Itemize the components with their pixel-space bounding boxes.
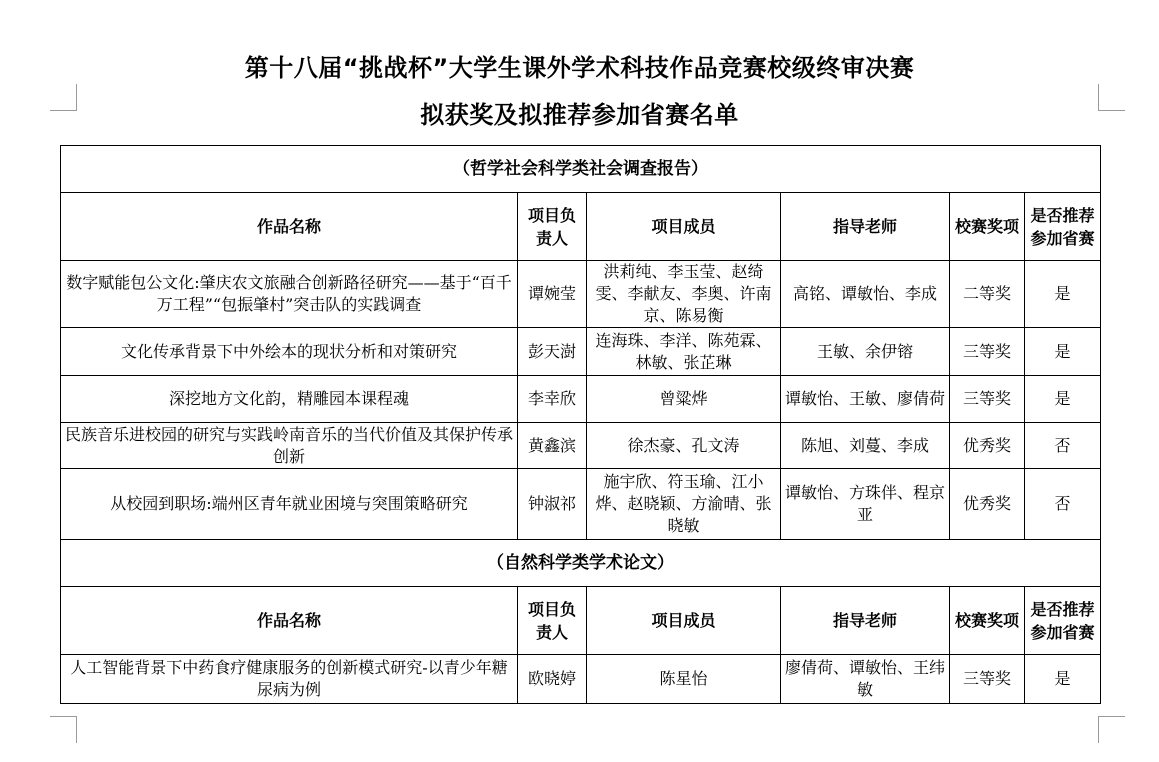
document-subtitle: 拟获奖及拟推荐参加省赛名单 — [420, 101, 739, 129]
column-header-row — [61, 587, 1101, 655]
col-header-advisors: 指导老师 — [781, 193, 950, 261]
work-name: 深挖地方文化韵，精雕园本课程魂 — [61, 376, 518, 423]
advisors: 谭敏怡、王敏、廖倩荷 — [781, 376, 950, 423]
col-header-recommend: 是否推荐参加省赛 — [1025, 587, 1101, 655]
table-row — [61, 328, 1101, 376]
col-header-leader: 项目负责人 — [518, 193, 587, 261]
col-header-award: 校赛奖项 — [950, 193, 1025, 261]
table-row — [61, 655, 1101, 704]
advisors: 陈旭、刘蔓、李成 — [781, 423, 950, 469]
award: 优秀奖 — [950, 469, 1025, 540]
recommend: 是 — [1025, 261, 1101, 328]
table-row — [61, 376, 1101, 423]
work-name: 文化传承背景下中外绘本的现状分析和对策研究 — [61, 328, 518, 376]
recommend: 是 — [1025, 655, 1101, 704]
work-name: 人工智能背景下中药食疗健康服务的创新模式研究-以青少年糖尿病为例 — [61, 655, 518, 704]
col-header-award: 校赛奖项 — [950, 587, 1025, 655]
project-leader: 彭天澍 — [518, 328, 587, 376]
project-leader: 谭婉莹 — [518, 261, 587, 328]
section-title-row — [61, 146, 1101, 193]
recommend: 是 — [1025, 376, 1101, 423]
project-leader: 李幸欣 — [518, 376, 587, 423]
project-leader: 黄鑫滨 — [518, 423, 587, 469]
award: 三等奖 — [950, 655, 1025, 704]
column-header-row — [61, 193, 1101, 261]
table-row — [61, 261, 1101, 328]
work-name: 民族音乐进校园的研究与实践岭南音乐的当代价值及其保护传承创新 — [61, 423, 518, 469]
section-title: （哲学社会科学类社会调查报告） — [61, 146, 1101, 193]
col-header-members: 项目成员 — [587, 587, 781, 655]
award: 三等奖 — [950, 328, 1025, 376]
project-members: 施宇欣、符玉瑜、江小烨、赵晓颖、方渝晴、张晓敏 — [587, 469, 781, 540]
award: 二等奖 — [950, 261, 1025, 328]
advisors: 高铭、谭敏怡、李成 — [781, 261, 950, 328]
project-leader: 钟淑祁 — [518, 469, 587, 540]
project-members: 曾粱烨 — [587, 376, 781, 423]
recommend: 否 — [1025, 469, 1101, 540]
work-name: 从校园到职场:端州区青年就业困境与突围策略研究 — [61, 469, 518, 540]
section-title-row — [61, 540, 1101, 587]
col-header-advisors: 指导老师 — [781, 587, 950, 655]
section-title: （自然科学类学术论文） — [61, 540, 1101, 587]
recommend: 是 — [1025, 328, 1101, 376]
advisors: 王敏、余伊镕 — [781, 328, 950, 376]
advisors: 谭敏怡、方珠伴、程京亚 — [781, 469, 950, 540]
project-members: 陈星怡 — [587, 655, 781, 704]
award: 三等奖 — [950, 376, 1025, 423]
project-members: 徐杰豪、孔文涛 — [587, 423, 781, 469]
table-row — [61, 469, 1101, 540]
project-leader: 欧晓婷 — [518, 655, 587, 704]
project-members: 连海珠、李洋、陈苑霖、林敏、张芷琳 — [587, 328, 781, 376]
work-name: 数字赋能包公文化:肇庆农文旅融合创新路径研究——基于“百千万工程”“包振肇村”突击队的实践调查 — [61, 261, 518, 328]
table-row — [61, 423, 1101, 469]
col-header-members: 项目成员 — [587, 193, 781, 261]
col-header-name: 作品名称 — [61, 587, 518, 655]
page-corner-mark — [1098, 716, 1125, 743]
award: 优秀奖 — [950, 423, 1025, 469]
document-title: 第十八届“挑战杯”大学生课外学术科技作品竞赛校级终审决赛 — [244, 54, 915, 82]
col-header-recommend: 是否推荐参加省赛 — [1025, 193, 1101, 261]
project-members: 洪莉纯、李玉莹、赵绮雯、李献友、李奥、许南京、陈易衡 — [587, 261, 781, 328]
col-header-leader: 项目负责人 — [518, 587, 587, 655]
recommend: 否 — [1025, 423, 1101, 469]
advisors: 廖倩荷、谭敏怡、王纬敏 — [781, 655, 950, 704]
col-header-name: 作品名称 — [61, 193, 518, 261]
page-corner-mark — [50, 716, 77, 743]
award-list-table — [60, 145, 1101, 704]
